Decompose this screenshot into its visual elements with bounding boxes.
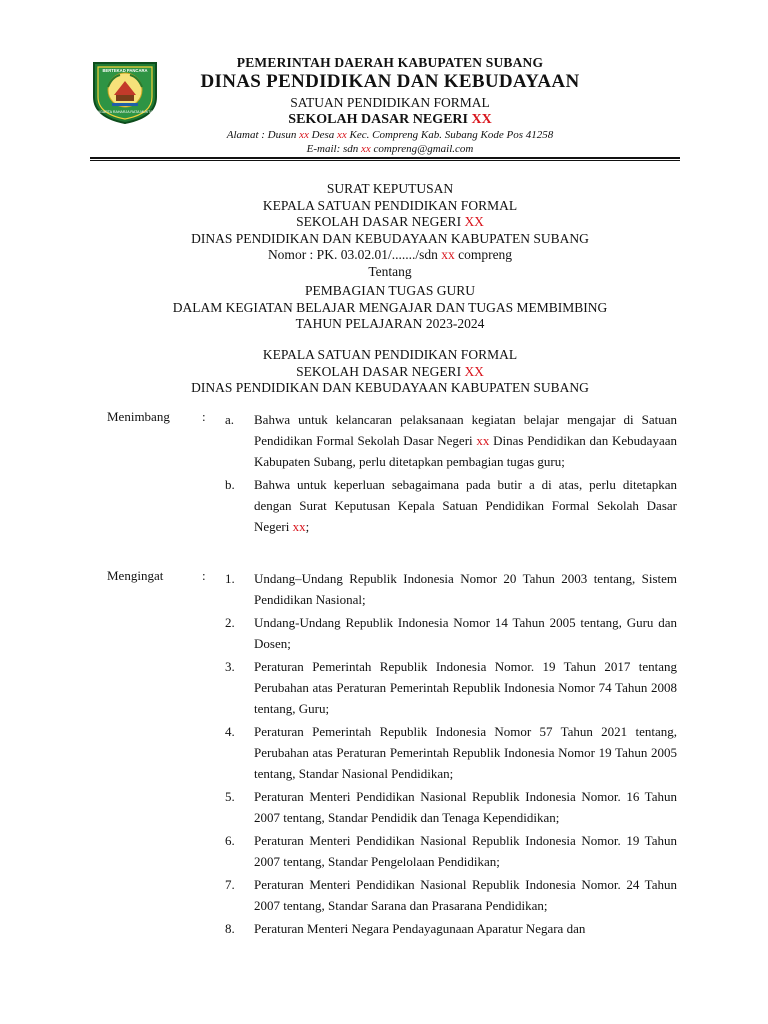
decree-agency: DINAS PENDIDIKAN DAN KEBUDAYAAN KABUPATEN SUBANG (191, 230, 589, 246)
decree-number: Nomor : PK. 03.02.01/......./sdn xx compreng (267, 247, 513, 262)
list-item: 4. Peraturan Pemerintah Republik Indonesia Nomor 57 Tahun 2021 tentang, Perubahan atas Peraturan Pemerintah Republik Indonesia Nomor 19 Tahun 2005 tentang, Standar Nasional Pendidikan; (225, 724, 677, 781)
issuer-line-1: KEPALA SATUAN PENDIDIKAN FORMAL (262, 347, 518, 362)
subject-line-2: DALAM KEGIATAN BELAJAR MENGAJAR DAN TUGAS MEMBIMBING (172, 299, 608, 315)
issuer-line-2: SEKOLAH DASAR NEGERI XX (296, 363, 484, 379)
decree-tentang: Tentang (368, 263, 412, 279)
mengingat-colon: : (202, 568, 206, 583)
decree-subject (90, 283, 690, 333)
mengingat-label: Mengingat (107, 568, 164, 583)
list-item: 2. Undang-Undang Republik Indonesia Nomor 14 Tahun 2005 tentang, Guru dan Dosen; (225, 615, 677, 651)
subang-regency-emblem (90, 59, 160, 125)
decree-issuer-block (90, 347, 690, 397)
letterhead-email: E-mail: sdn xx compreng@gmail.com (306, 143, 474, 155)
list-item: 6. Peraturan Menteri Pendidikan Nasional Republik Indonesia Nomor. 19 Tahun 2007 tentang, Standar Pengelolaan Pendidikan; (225, 833, 677, 869)
logo-motto-top: BERTEKAD PANCARA (102, 68, 148, 73)
mengingat-list (107, 568, 687, 939)
letterhead-divider-thin (90, 160, 680, 161)
decree-title-block (90, 181, 690, 280)
menimbang-label: Menimbang (107, 409, 170, 424)
letterhead-government: PEMERINTAH DAERAH KABUPATEN SUBANG (236, 55, 544, 70)
list-item: 7. Peraturan Menteri Pendidikan Nasional Republik Indonesia Nomor. 24 Tahun 2007 tentang, Standar Sarana dan Prasarana Pendidikan; (225, 877, 677, 913)
letterhead-agency: DINAS PENDIDIKAN DAN KEBUDAYAAN (200, 71, 580, 92)
menimbang-item-a: a. Bahwa untuk kelancaran pelaksanaan kegiatan belajar mengajar di Satuan Pendidikan Formal Sekolah Dasar Negeri xx Dinas Pendidikan dan Kebudayaan Kabupaten Subang, perlu ditetapkan pembagian tugas guru; (225, 412, 677, 469)
subject-line-3: TAHUN PELAJARAN 2023-2024 (295, 316, 485, 331)
section-menimbang (107, 409, 687, 539)
letterhead-divider-thick (90, 157, 680, 159)
section-mengingat (107, 568, 687, 941)
letterhead-school: SEKOLAH DASAR NEGERI XX (288, 112, 492, 127)
subject-line-1: PEMBAGIAN TUGAS GURU (304, 283, 475, 298)
list-item: 5. Peraturan Menteri Pendidikan Nasional Republik Indonesia Nomor. 16 Tahun 2007 tentang, Standar Pendidik dan Tenaga Kependidikan; (225, 789, 677, 825)
letterhead (180, 55, 600, 156)
list-item: 8. Peraturan Menteri Negara Pendayagunaan Aparatur Negara dan (225, 921, 586, 936)
list-item: 1. Undang–Undang Republik Indonesia Nomor 20 Tahun 2003 tentang, Sistem Pendidikan Nasional; (225, 571, 677, 607)
issuer-line-3: DINAS PENDIDIKAN DAN KEBUDAYAAN KABUPATEN SUBANG (191, 380, 589, 395)
list-item: 3. Peraturan Pemerintah Republik Indonesia Nomor. 19 Tahun 2017 tentang Perubahan atas Peraturan Pemerintah Republik Indonesia Nomor 74 Tahun 2008 tentang, Guru; (225, 659, 677, 716)
letterhead-address: Alamat : Dusun xx Desa xx Kec. Compreng Kab. Subang Kode Pos 41258 (226, 129, 554, 141)
logo-motto-bottom: NGARTA RAHARJA RATA MUKTA (97, 110, 153, 114)
decree-school: SEKOLAH DASAR NEGERI XX (296, 214, 484, 229)
decree-title: SURAT KEPUTUSAN (326, 181, 454, 196)
menimbang-colon: : (202, 409, 206, 424)
letterhead-unit: SATUAN PENDIDIKAN FORMAL (290, 95, 490, 110)
decree-issuer-title: KEPALA SATUAN PENDIDIKAN FORMAL (262, 197, 518, 213)
menimbang-item-b: b. Bahwa untuk keperluan sebagaimana pada butir a di atas, perlu ditetapkan dengan Surat Keputusan Kepala Satuan Pendidikan Formal Sekolah Dasar Negeri xx; (225, 477, 677, 534)
